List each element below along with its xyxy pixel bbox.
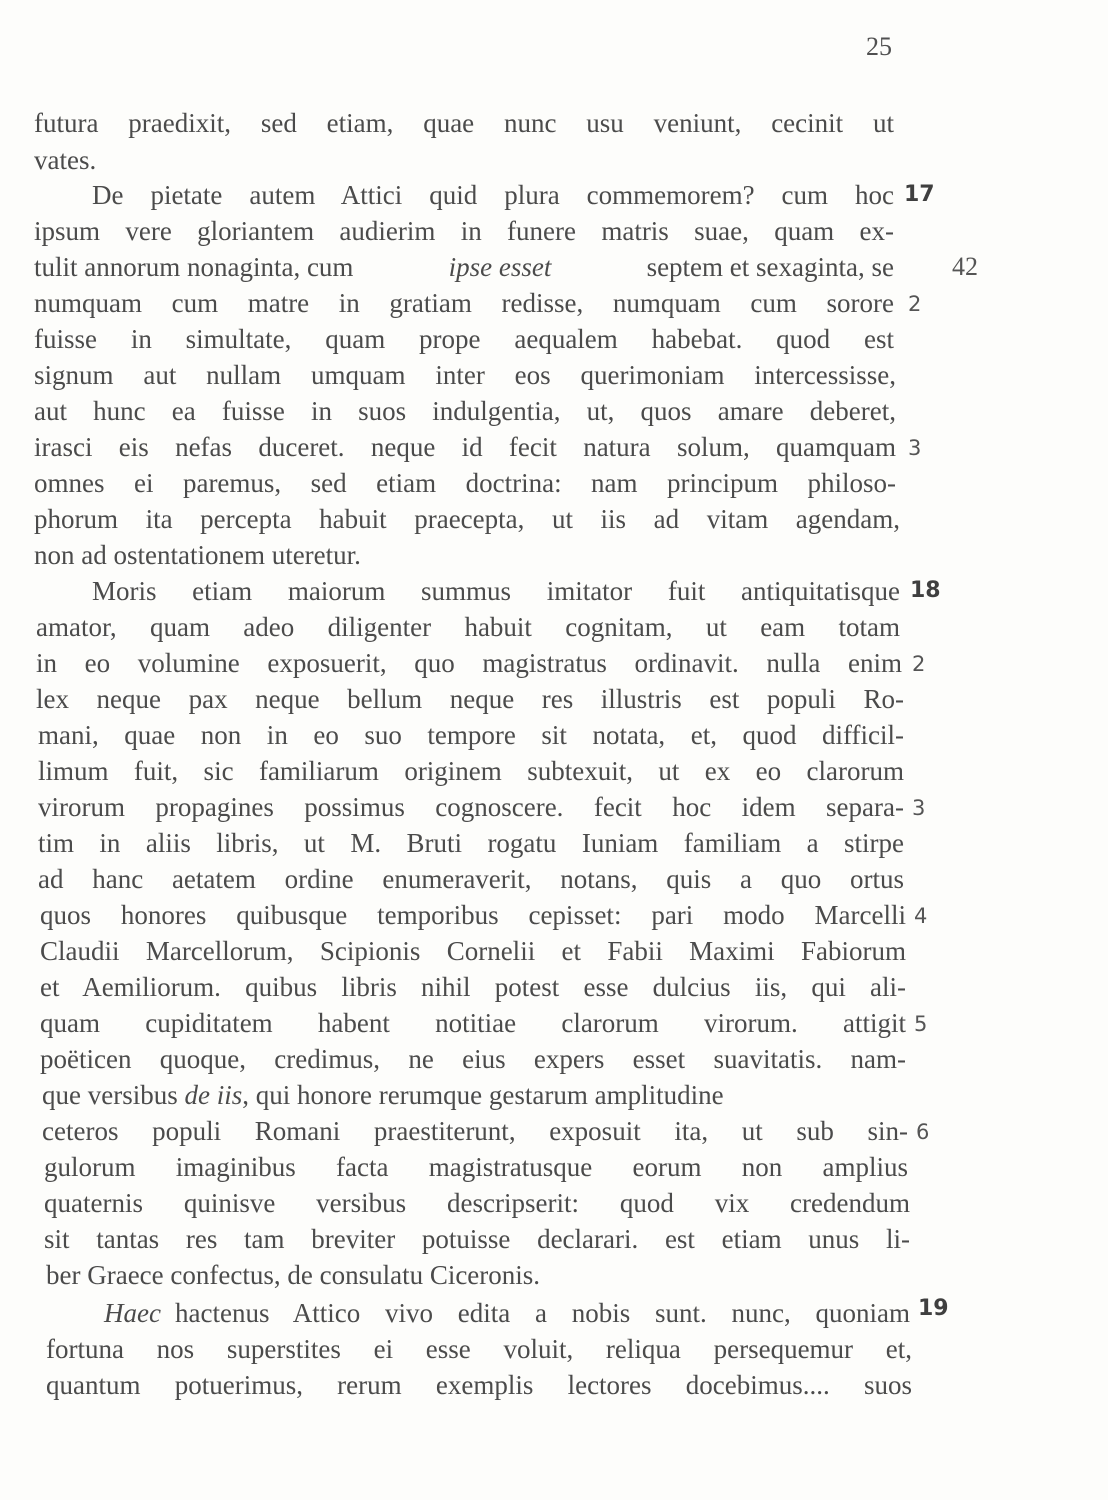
text-line xyxy=(104,1296,910,1330)
chapter-number: 19 xyxy=(918,1296,949,1321)
text-segment: , qui honore rerumque gestarum amplitudine xyxy=(242,1080,724,1110)
text-line: signum aut nullam umquam inter eos querimoniam intercessisse, xyxy=(34,360,896,390)
text-line: quaternis quinisve versibus descripserit: quod vix credendum xyxy=(44,1188,910,1218)
text-line: limum fuit, sic familiarum originem subtexuit, ut ex eo clarorum xyxy=(38,756,904,786)
text-line: Moris etiam maiorum summus imitator fuit antiquitatisque xyxy=(92,576,900,606)
text-line: ad hanc aetatem ordine enumeraverit, notans, quis a quo ortus xyxy=(38,864,904,894)
section-number: 5 xyxy=(914,1012,928,1036)
reference-number: 42 xyxy=(952,252,978,281)
text-line: fortuna nos superstites ei esse voluit, reliqua persequemur et, xyxy=(46,1334,912,1364)
text-line: omnes ei paremus, sed etiam doctrina: nam principum philoso- xyxy=(34,468,896,498)
text-italic: Haec xyxy=(104,1298,161,1328)
text-line: lex neque pax neque bellum neque res illustris est populi Ro- xyxy=(36,684,904,714)
text-line: gulorum imaginibus facta magistratusque eorum non amplius xyxy=(44,1152,908,1182)
text-line: irasci eis nefas duceret. neque id fecit natura solum, quamquam xyxy=(34,432,896,462)
text-line xyxy=(42,1078,906,1112)
text-line: De pietate autem Attici quid plura commemorem? cum hoc xyxy=(92,180,894,210)
page-number: 25 xyxy=(866,32,892,61)
section-number: 4 xyxy=(914,904,928,928)
text-line: numquam cum matre in gratiam redisse, numquam cum sorore xyxy=(34,288,894,318)
text-line: amator, quam adeo diligenter habuit cognitam, ut eam totam xyxy=(36,612,900,642)
text-line: tim in aliis libris, ut M. Bruti rogatu Iuniam familiam a stirpe xyxy=(38,828,904,858)
section-number: 6 xyxy=(916,1120,930,1144)
text-line: poëticen quoque, credimus, ne eius expers esset suavitatis. nam- xyxy=(40,1044,906,1074)
section-number: 2 xyxy=(912,652,926,676)
text-segment: tulit annorum nonaginta, cum xyxy=(34,252,354,282)
text-line: ber Graece confectus, de consulatu Ciceronis. xyxy=(46,1260,541,1290)
text-segment: septem et sexaginta, se xyxy=(646,252,894,282)
text-line: quos honores quibusque temporibus cepisset: pari modo Marcelli xyxy=(40,900,906,930)
chapter-number: 17 xyxy=(904,182,935,207)
text-line: ipsum vere gloriantem audierim in funere matris suae, quam ex- xyxy=(34,216,894,246)
text-line: quantum potuerimus, rerum exemplis lectores docebimus.... suos xyxy=(46,1370,912,1400)
text-line: ceteros populi Romani praestiterunt, exposuit ita, ut sub sin- xyxy=(42,1116,908,1146)
text-line: sit tantas res tam breviter potuisse declarari. est etiam unus li- xyxy=(44,1224,910,1254)
text-italic: ipse esset xyxy=(448,252,552,282)
section-number: 2 xyxy=(908,292,922,316)
text-line: phorum ita percepta habuit praecepta, ut iis ad vitam agendam, xyxy=(34,504,900,534)
text-italic: de iis xyxy=(184,1080,243,1110)
text-line: fuisse in simultate, quam prope aequalem habebat. quod est xyxy=(34,324,894,354)
section-number: 3 xyxy=(912,796,926,820)
text-line: non ad ostentationem uteretur. xyxy=(34,540,361,570)
text-line: et Aemiliorum. quibus libris nihil potest esse dulcius iis, qui ali- xyxy=(40,972,906,1002)
text-line: aut hunc ea fuisse in suos indulgentia, ut, quos amare deberet, xyxy=(34,396,896,426)
section-number: 3 xyxy=(908,436,922,460)
text-line: vates. xyxy=(34,145,97,175)
text-segment: que versibus xyxy=(42,1080,178,1110)
text-line: futura praedixit, sed etiam, quae nunc usu veniunt, cecinit ut xyxy=(34,108,894,138)
text-line: Claudii Marcellorum, Scipionis Cornelii et Fabii Maximi Fabiorum xyxy=(40,936,906,966)
text-line: mani, quae non in eo suo tempore sit notata, et, quod difficil- xyxy=(38,720,904,750)
text-line xyxy=(34,250,894,284)
text-line: virorum propagines possimus cognoscere. fecit hoc idem separa- xyxy=(38,792,904,822)
text-line: in eo volumine exposuerit, quo magistratus ordinavit. nulla enim xyxy=(36,648,902,678)
text-line: quam cupiditatem habent notitiae clarorum virorum. attigit xyxy=(40,1008,906,1038)
text-segment: hactenus Attico vivo edita a nobis sunt. nunc, quoniam xyxy=(175,1298,910,1328)
chapter-number: 18 xyxy=(910,578,941,603)
